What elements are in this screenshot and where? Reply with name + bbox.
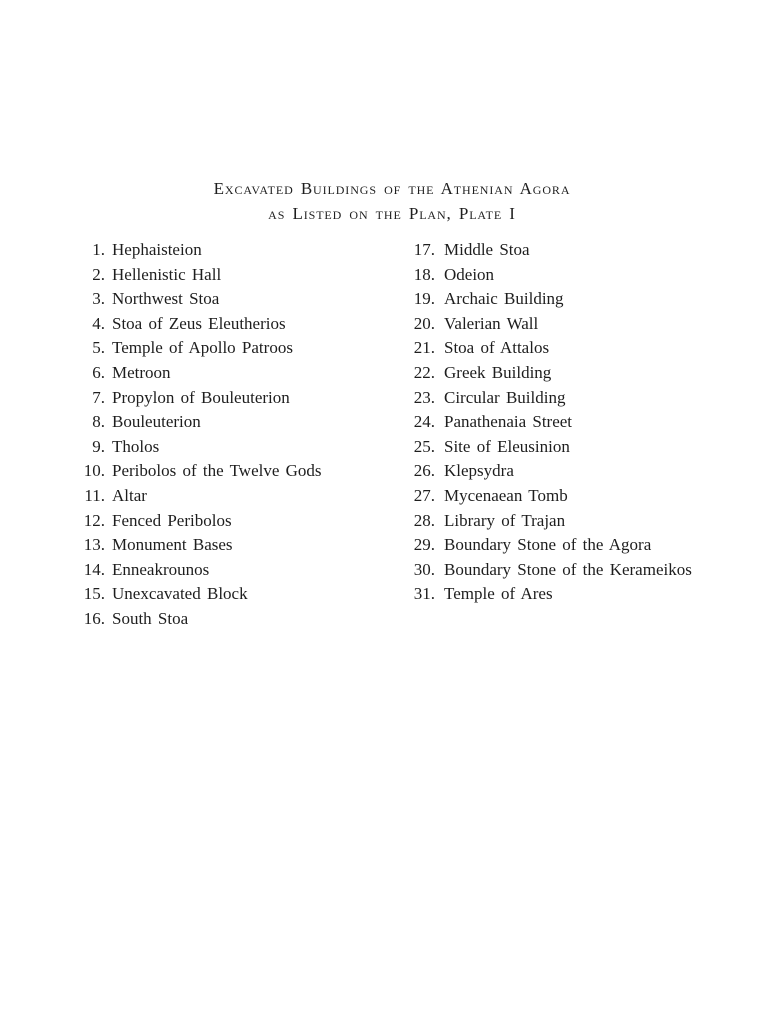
list-item [70,437,390,462]
list-item [396,584,776,609]
building-name: Klepsydra [444,461,514,481]
item-number: 21. [413,338,435,358]
list-item [396,265,776,290]
building-name: Fenced Peribolos [112,510,232,530]
page-title: Excavated Buildings of the Athenian Agora [213,179,571,198]
building-name: Archaic Building [444,289,564,309]
list-item [70,511,390,536]
building-name: Metroon [112,362,171,382]
item-number: 20. [413,313,435,333]
item-number: 4. [92,313,105,333]
building-name: Propylon of Bouleuterion [112,387,290,407]
list-item [396,437,776,462]
item-number: 27. [413,485,435,505]
building-name: Hephaisteion [112,240,202,259]
item-number: 16. [83,608,105,628]
item-number: 11. [84,485,105,505]
building-name: South Stoa [112,608,189,628]
item-number: 23. [413,387,435,407]
list-item [396,412,776,437]
list-item [70,535,390,560]
building-name: Greek Building [444,362,552,382]
list-item [396,511,776,536]
list-item [70,363,390,388]
building-list-left [70,240,390,634]
building-name: Temple of Ares [444,584,553,604]
item-number: 8. [92,412,105,432]
list-item [70,289,390,314]
item-number: 19. [413,289,435,309]
building-name: Peribolos of the Twelve Gods [112,461,322,481]
list-item [70,486,390,511]
building-name: Boundary Stone of the Agora [444,535,652,555]
building-name: Stoa of Zeus Eleutherios [112,313,286,333]
list-item [396,314,776,339]
item-number: 6. [92,362,105,382]
building-name: Site of Eleusinion [444,436,570,456]
list-item [396,388,776,413]
list-item [70,388,390,413]
building-name: Valerian Wall [444,313,539,333]
item-number: 9. [92,436,105,456]
list-item [396,338,776,363]
item-number: 7. [92,387,105,407]
item-number: 10. [83,461,105,481]
building-name: Library of Trajan [444,510,566,530]
item-number: 12. [83,510,105,530]
building-name: Temple of Apollo Patroos [112,338,293,358]
item-number: 30. [413,559,435,579]
list-item [70,265,390,290]
item-number: 2. [92,264,105,284]
list-item [70,338,390,363]
item-number: 26. [413,461,435,481]
item-number: 31. [413,584,435,604]
item-number: 17. [413,240,435,259]
building-name: Hellenistic Hall [112,264,222,284]
building-list-right [396,240,776,609]
item-number: 22. [413,362,435,382]
building-name: Bouleuterion [112,412,201,432]
building-name: Unexcavated Block [112,584,248,604]
list-item [396,486,776,511]
item-number: 28. [413,510,435,530]
list-item [70,240,390,265]
building-name: Circular Building [444,387,566,407]
list-item [70,461,390,486]
building-name: Mycenaean Tomb [444,485,568,505]
list-item [70,560,390,585]
item-number: 29. [413,535,435,555]
list-item [396,289,776,314]
list-item [396,363,776,388]
building-name: Enneakrounos [112,559,210,579]
page-subtitle: as Listed on the Plan, Plate I [268,204,516,223]
list-item [70,609,390,634]
building-name: Boundary Stone of the Kerameikos [444,559,692,579]
building-name: Altar [112,485,147,505]
building-name: Northwest Stoa [112,289,220,309]
building-name: Monument Bases [112,535,233,555]
list-item [396,240,776,265]
item-number: 14. [83,559,105,579]
building-name: Odeion [444,264,495,284]
building-name: Stoa of Attalos [444,338,550,358]
list-item [396,560,776,585]
list-item [396,461,776,486]
item-number: 24. [413,412,435,432]
item-number: 25. [413,436,435,456]
item-number: 1. [92,240,105,259]
item-number: 3. [92,289,105,309]
building-name: Middle Stoa [444,240,530,259]
list-item [70,584,390,609]
item-number: 5. [92,338,105,358]
building-name: Panathenaia Street [444,412,573,432]
list-item [70,412,390,437]
item-number: 15. [83,584,105,604]
list-item [396,535,776,560]
item-number: 13. [83,535,105,555]
building-name: Tholos [112,436,160,456]
item-number: 18. [413,264,435,284]
list-item [70,314,390,339]
